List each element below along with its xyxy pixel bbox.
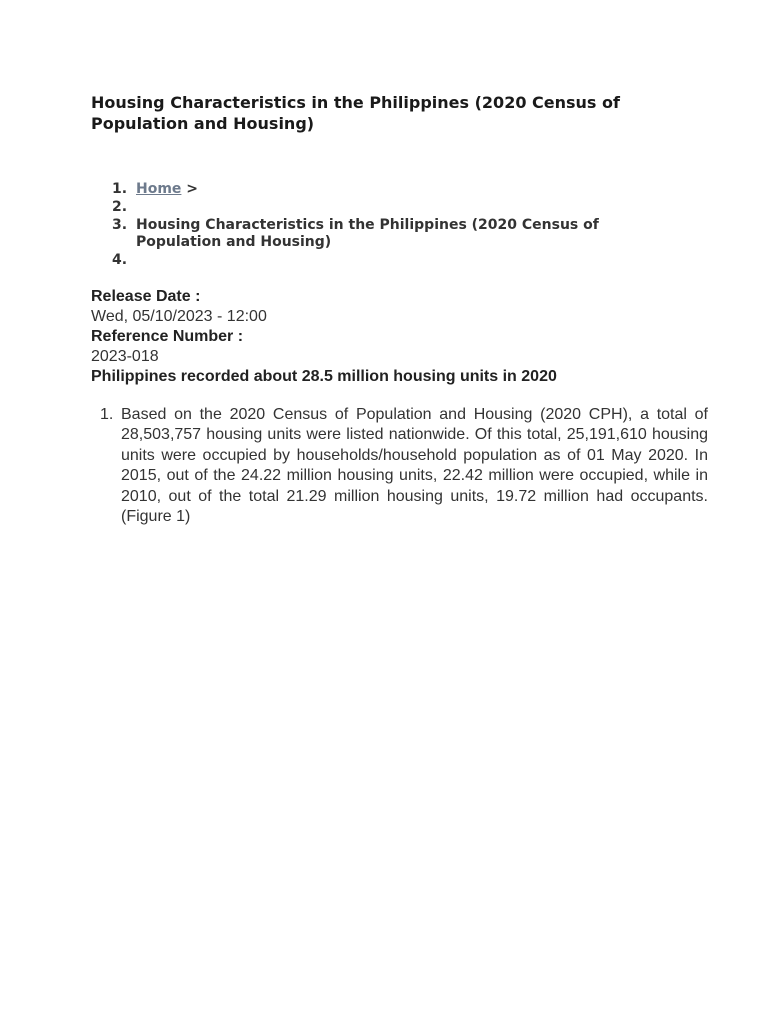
breadcrumb-item-home [112, 181, 676, 198]
breadcrumb-current-text: Housing Characteristics in the Philippines (2020 Census of Population and Housing) [136, 217, 599, 250]
release-date-value: Wed, 05/10/2023 - 12:00 [91, 308, 267, 325]
breadcrumb-item-empty [112, 199, 676, 216]
release-date-label: Release Date : [91, 288, 201, 305]
breadcrumb-item-empty [112, 252, 676, 269]
paragraph-text: Based on the 2020 Census of Population and Housing (2020 CPH), a total of 28,503,757 housing units were listed nationwide. Of this total, 25,191,610 housing units were occupied by households/household population as of 01 May 2020. In 2015, out of the 24.22 million housing units, 22.42 million were occupied, while in 2010, out of the total 21.29 million housing units, 19.72 million had occupants. (Figure 1) [121, 406, 708, 526]
breadcrumb [91, 181, 676, 270]
breadcrumb-number: 2. [112, 199, 128, 215]
breadcrumb-home-link[interactable]: Home [136, 181, 182, 197]
breadcrumb-separator: > [181, 181, 199, 197]
headline: Philippines recorded about 28.5 million housing units in 2020 [91, 368, 557, 385]
reference-number-label: Reference Number : [91, 328, 244, 345]
reference-number-value: 2023-018 [91, 348, 159, 365]
breadcrumb-item-current [112, 217, 676, 251]
content-list [91, 405, 708, 527]
breadcrumb-number: 1. [112, 181, 128, 197]
page-title: Housing Characteristics in the Philippines (2020 Census of Population and Housing) [91, 93, 620, 133]
release-meta [91, 287, 678, 387]
breadcrumb-number: 3. [112, 217, 128, 233]
paragraph-number: 1. [100, 406, 114, 423]
breadcrumb-number: 4. [112, 252, 128, 268]
content-paragraph [100, 405, 708, 527]
